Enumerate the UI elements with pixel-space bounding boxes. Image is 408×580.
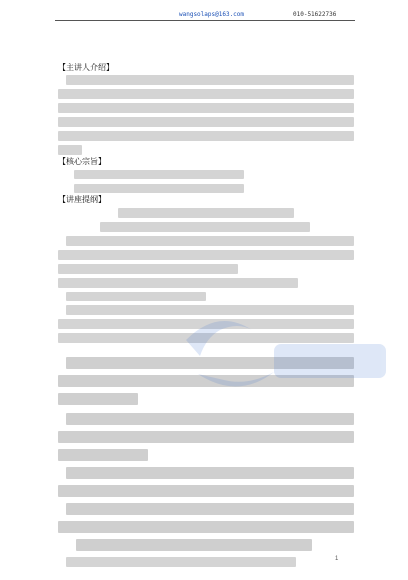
core-purpose-item <box>74 170 244 179</box>
numbered-point <box>58 521 354 533</box>
numbered-point <box>76 539 312 551</box>
speaker-bio-text <box>58 117 354 127</box>
core-purpose-item <box>74 184 244 193</box>
page-number: 1 <box>335 556 339 562</box>
watermark-logo <box>178 300 408 410</box>
numbered-point <box>58 485 354 497</box>
body-text <box>58 250 354 260</box>
numbered-point <box>66 467 354 479</box>
numbered-point <box>66 503 354 515</box>
part-subheading <box>100 222 310 232</box>
speaker-bio-text <box>58 89 354 99</box>
numbered-point <box>66 413 354 425</box>
header-rule <box>55 20 355 21</box>
numbered-point <box>58 393 138 405</box>
section-heading: 【讲座提纲】 <box>58 194 106 204</box>
body-text <box>58 264 238 274</box>
header-email: wangsolaps@163.com <box>179 11 245 18</box>
body-text <box>66 236 354 246</box>
header-course-name <box>59 9 151 20</box>
running-header <box>55 9 355 21</box>
speaker-bio-text <box>58 103 354 113</box>
speaker-bio-text <box>58 131 354 141</box>
outline-item <box>58 278 298 288</box>
section-heading: 【主讲人介绍】 <box>58 62 114 72</box>
numbered-point <box>58 431 354 443</box>
numbered-point <box>58 449 148 461</box>
header-phone: 010-51622736 <box>293 11 337 18</box>
speaker-bio-text <box>58 145 82 155</box>
section-heading: 【核心宗旨】 <box>58 156 106 166</box>
body-text <box>66 557 296 567</box>
speaker-bio-text <box>66 75 354 85</box>
part-heading <box>118 208 294 218</box>
